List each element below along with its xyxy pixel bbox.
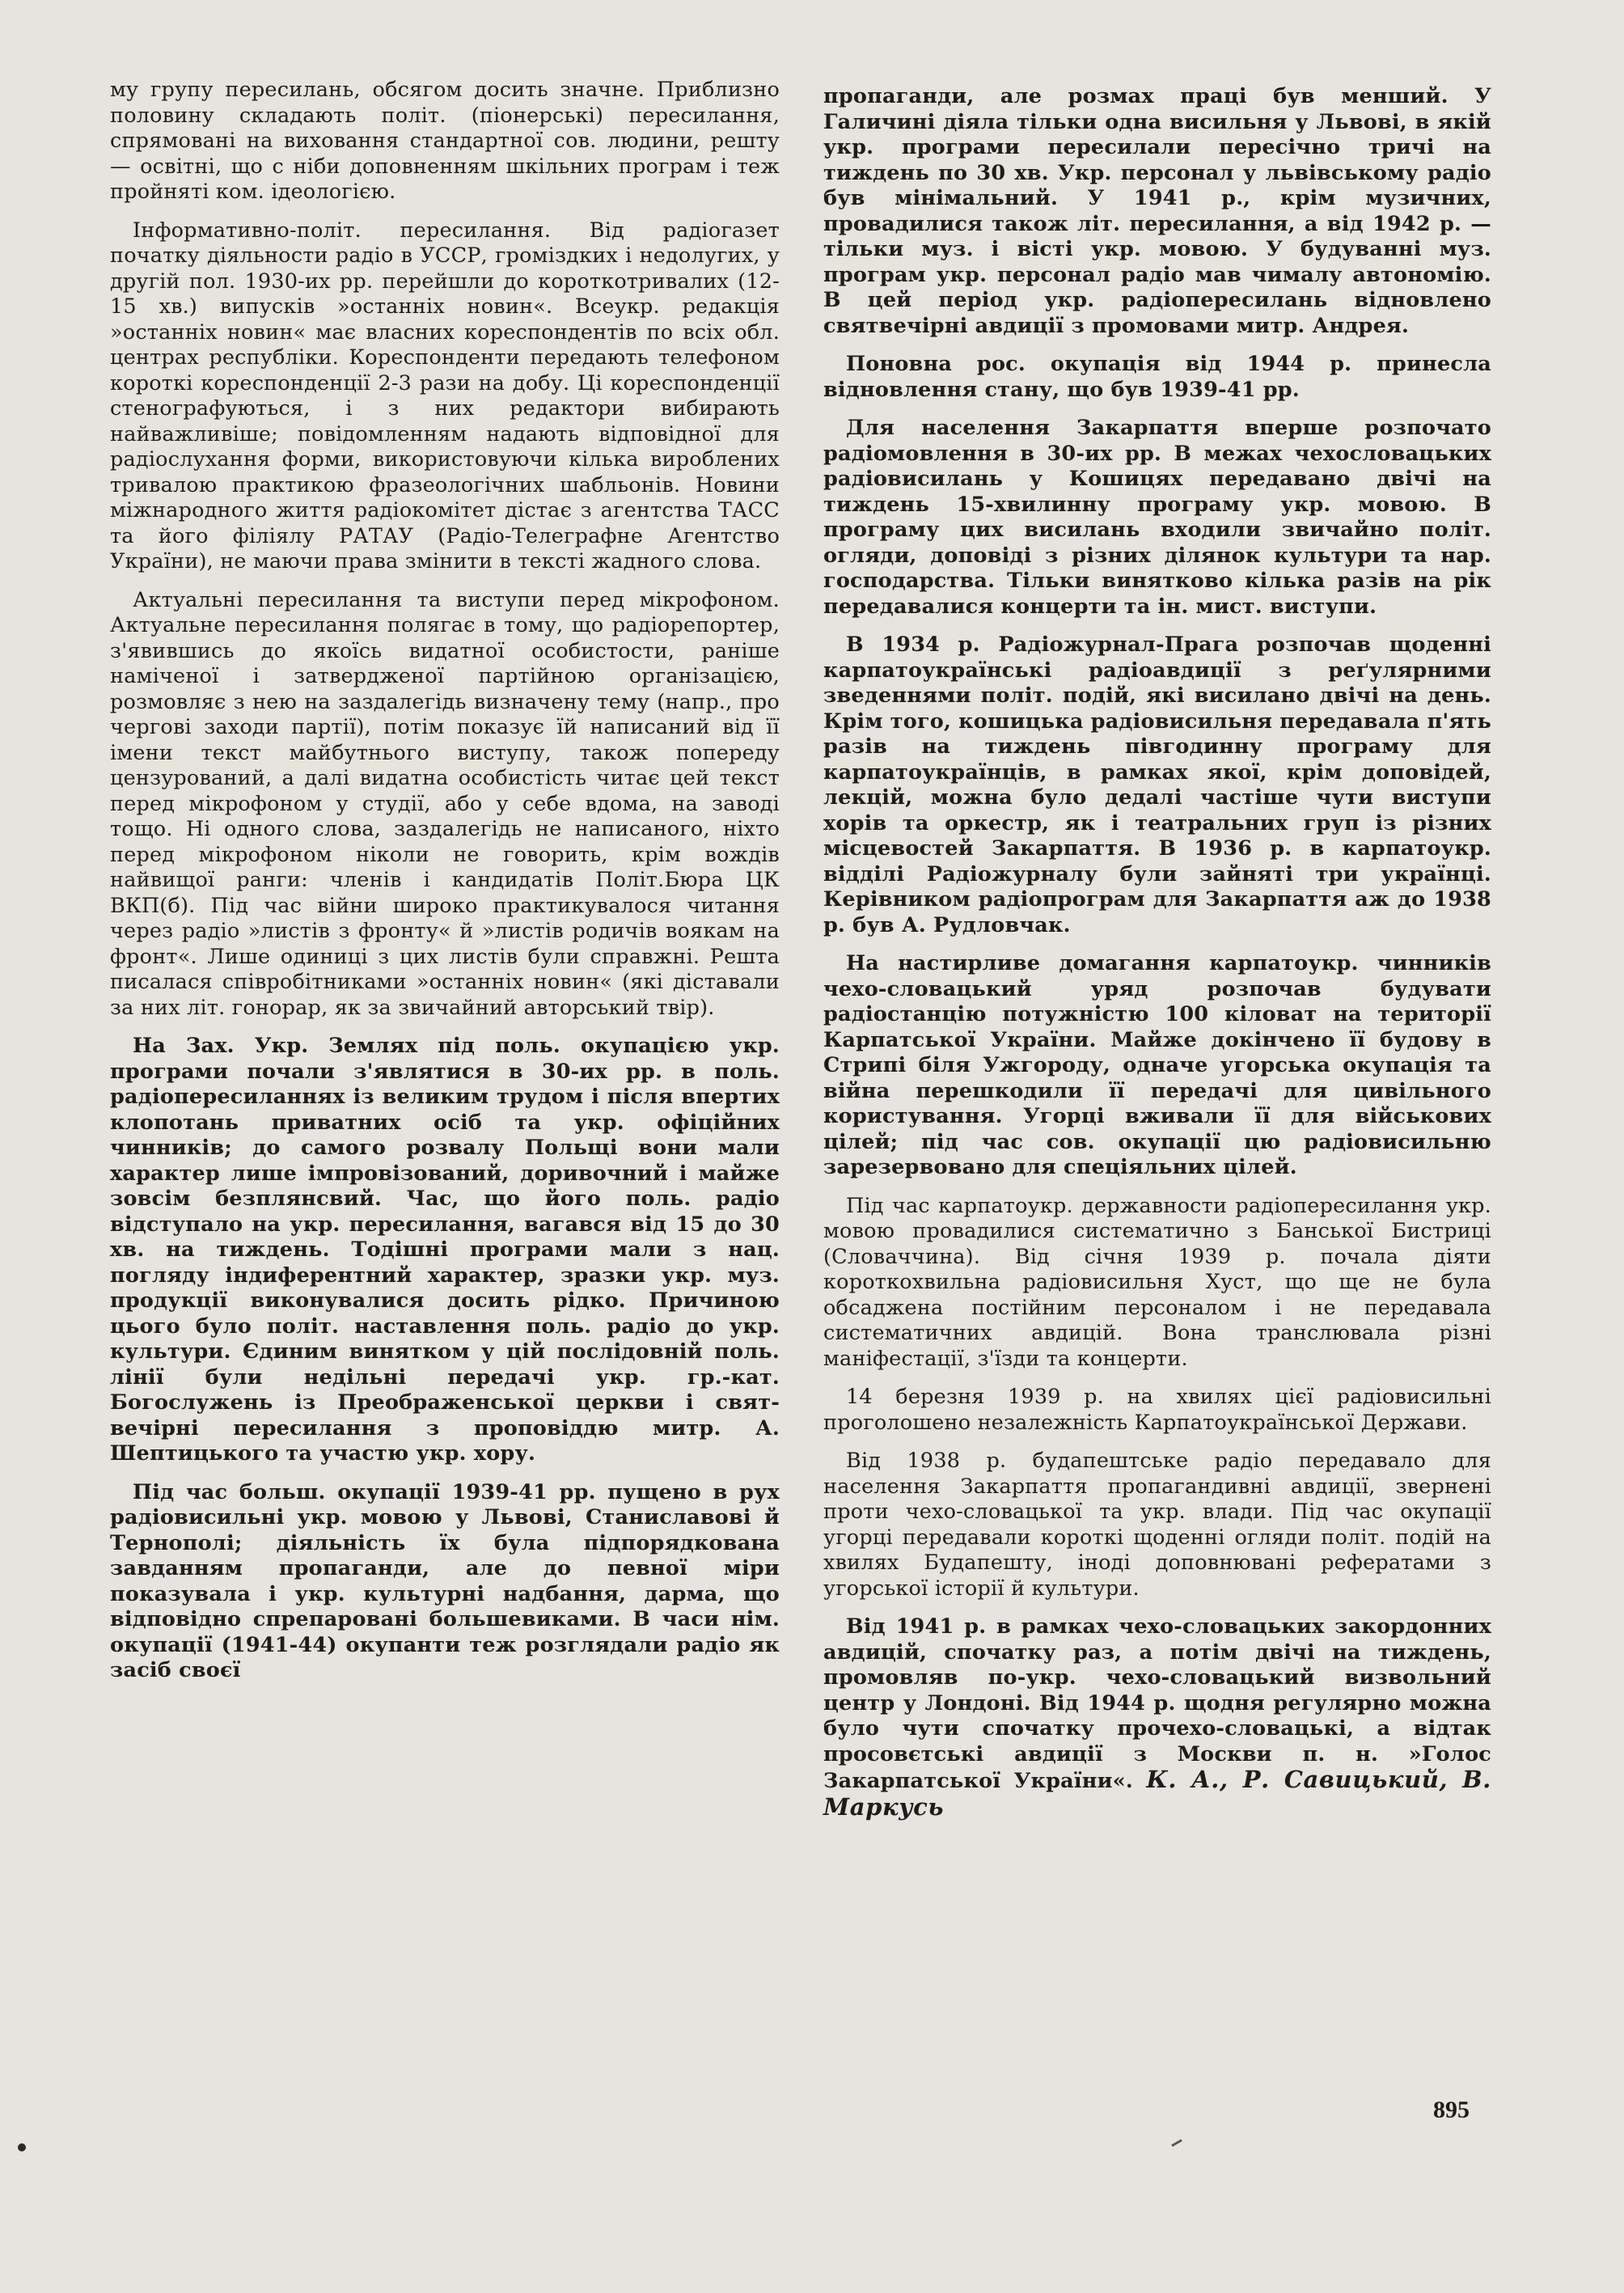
scan-mark (1171, 2139, 1182, 2147)
paragraph: Поновна рос. окупація від 1944 р. принесла відновлення стану, що був 1939-41 рр. (823, 352, 1491, 402)
paragraph: пропаганди, але розмах праці був менший. У Галичині діяла тільки одна висильня у Львові, в якій укр. програми пересилали пересічно тричі на тиждень по 30 хв. Укр. персонал у львівському радіо був мінімальний. У 1941 р., крім музичних, провадилися також літ. пересилання, а від 1942 р. — тільки муз. і вісті укр. мовою. У будуванні муз. програм укр. персонал радіо мав чималу автономію. В цей період укр. радіопересилань відновлено святвечірні авдиції з промовами митр. Андрея. (823, 84, 1491, 338)
paragraph: Актуальні пересилання та виступи перед мікрофоном. Актуальне пересилання полягає в тому, що радіорепортер, з'явившись до якоїсь видатної особистости, раніше наміченої і затвердженої партійною організацією, розмовляє з нею на заздалегідь визначену тему (напр., про чергові заходи партії), потім показує їй написаний від її імени текст майбутнього виступу, також попереду цензурований, а далі видатна особистість читає цей текст перед мікрофоном у студії, або у себе вдома, на заводі тощо. Ні одного слова, заздалегідь не написаного, ніхто перед мікрофоном ніколи не говорить, крім вождів найвищої ранги: членів і кандидатів Політ.Бюра ЦК ВКП(б). Під час війни широко практикувалося читання через радіо »листів з фронту« й »листів родичів воякам на фронт«. Лише одиниці з цих листів були справжні. Решта писалася співробітниками »останніх новин« (які діставали за них літ. гонорар, як за звичайний авторський твір). (110, 587, 780, 1020)
margin-mark (18, 2143, 26, 2151)
paragraph: Під час карпатоукр. державности радіопересилання укр. мовою провадилися систематично з Банської Бистриці (Словаччина). Від січня 1939 р. почала діяти короткохвильна радіовисильня Хуст, що ще не була обсаджена постійним персоналом і не передавала систематичних авдицій. Вона транслювала різні маніфестації, з'їзди та концерти. (823, 1193, 1491, 1371)
paragraph: На настирливе домагання карпатоукр. чинників чехо-словацький уряд розпочав будувати радіостанцію потужністю 100 кіловат на території Карпатської України. Майже докінчено її будову в Стрипі біля Ужгороду, одначе угорська окупація та війна перешкодили її передачі для цивільного користування. Угорці вживали її для військових цілей; під час сов. окупації цю радіовисильню зарезервовано для спеціяльних цілей. (823, 951, 1491, 1179)
paragraph: На Зах. Укр. Землях під поль. окупацією укр. програми почали з'являтися в 30-их рр. в поль. радіопересиланнях із великим трудом і після впертих клопотань приватних осіб та укр. офіційних чинників; до самого розвалу Польщі вони мали характер лише імпровізований, доривочний і майже зовсім безплянсвий. Час, що його поль. радіо відступало на укр. пересилання, вагався від 15 до 30 хв. на тиждень. Тодішні програми мали з нац. погляду індиферентний характер, зразки укр. муз. продукції виконувалися досить рідко. Причиною цього було політ. наставлення поль. радіо до укр. культури. Єдиним винятком у цій послідовній поль. лінії були недільні передачі укр. гр.-кат. Богослужень із Преображенської церкви і свят-вечірні пересилання з проповіддю митр. А. Шептицького та участю укр. хору. (110, 1034, 780, 1466)
paragraph: Інформативно-політ. пересилання. Від радіогазет початку діяльности радіо в УССР, громіздких і недолугих, у другій пол. 1930-их рр. перейшли до короткотривалих (12-15 хв.) випусків »останніх новин«. Всеукр. редакція »останніх новин« має власних кореспондентів по всіх обл. центрах республіки. Кореспонденти передають телефоном короткі кореспонденції 2-3 рази на добу. Ці кореспонденції стенографуються, і з них редактори вибирають найважливіше; повідомленням надають відповідної для радіослухання форми, використовуючи кілька вироблених тривалою практикою фразеологічних шабльонів. Новини міжнародного життя радіокомітет дістає з агентства ТАСС та його філіялу РАТАУ (Радіо-Телеграфне Агентство України), не маючи права змінити в тексті жадного слова. (110, 218, 780, 573)
paragraph: В 1934 р. Радіожурнал-Прага розпочав щоденні карпатоукраїнські радіоавдиції з реґулярними зведеннями політ. подій, які висилано двічі на день. Крім того, кошицька радіовисильня передавала п'ять разів на тиждень півгодинну програму для карпатоукраїнців, в рамках якої, крім доповідей, лекцій, можна було дедалі частіше чути виступи хорів та оркестр, як і театральних груп із різних місцевостей Закарпаття. В 1936 р. в карпатоукр. відділі Радіожурналу були зайняті три українці. Керівником радіопрограм для Закарпаття аж до 1938 р. був А. Рудловчак. (823, 632, 1491, 937)
page-number: 895 (1433, 2096, 1470, 2123)
paragraph: Від 1938 р. будапештське радіо передавало для населення Закарпаття пропагандивні авдиції, звернені проти чехо-словацької та укр. влади. Під час окупації угорці передавали короткі щоденні огляди політ. подій на хвилях Будапешту, іноді доповнювані рефератами з угорської історії й культури. (823, 1449, 1491, 1601)
paragraph: Від 1941 р. в рамках чехо-словацьких закордонних авдицій, спочатку раз, а потім двічі на тиждень, промовляв по-укр. чехо-словацький визвольний центр у Лондоні. Від 1944 р. щодня регулярно можна було чути спочатку прочехо-словацькі, а відтак просовєтські авдиції з Москви п. н. »Голос Закарпатської України«. (823, 1614, 1491, 1793)
paragraph: Для населення Закарпаття вперше розпочато радіомовлення в 30-их рр. В межах чехословацьких радіовисилань у Кошицях передавано двічі на тиждень 15-хвилинну програму укр. мовою. В програму цих висилань входили звичайно політ. огляди, доповіді з різних ділянок культури та нар. господарства. Тільки винятково кілька разів на рік передавалися концерти та ін. мист. виступи. (823, 416, 1491, 619)
paragraph: 14 березня 1939 р. на хвилях цієї радіовисильні проголошено незалежність Карпатоукраїнської Держави. (823, 1385, 1491, 1435)
right-column (823, 84, 1491, 1834)
paragraph-with-signature (823, 1614, 1491, 1821)
left-column (110, 78, 780, 1697)
authors-signature: К. А., Р. Савицький, В. Маркусь (823, 1766, 1491, 1821)
paragraph: Під час больш. окупації 1939-41 рр. пущено в рух радіовисильні укр. мовою у Львові, Станиславові й Тернополі; діяльність їх була підпорядкована завданням пропаганди, але до певної міри показувала і укр. культурні надбання, дарма, що відповідно спрепаровані большевиками. В часи нім. окупації (1941-44) окупанти теж розглядали радіо як засіб своєї (110, 1479, 780, 1682)
paragraph: му групу пересилань, обсягом досить значне. Приблизно половину складають політ. (піонерські) пересилання, спрямовані на виховання стандартної сов. людини, решту — освітні, що с ніби доповненням шкільних програм і теж пройняті ком. ідеологією. (110, 78, 780, 204)
